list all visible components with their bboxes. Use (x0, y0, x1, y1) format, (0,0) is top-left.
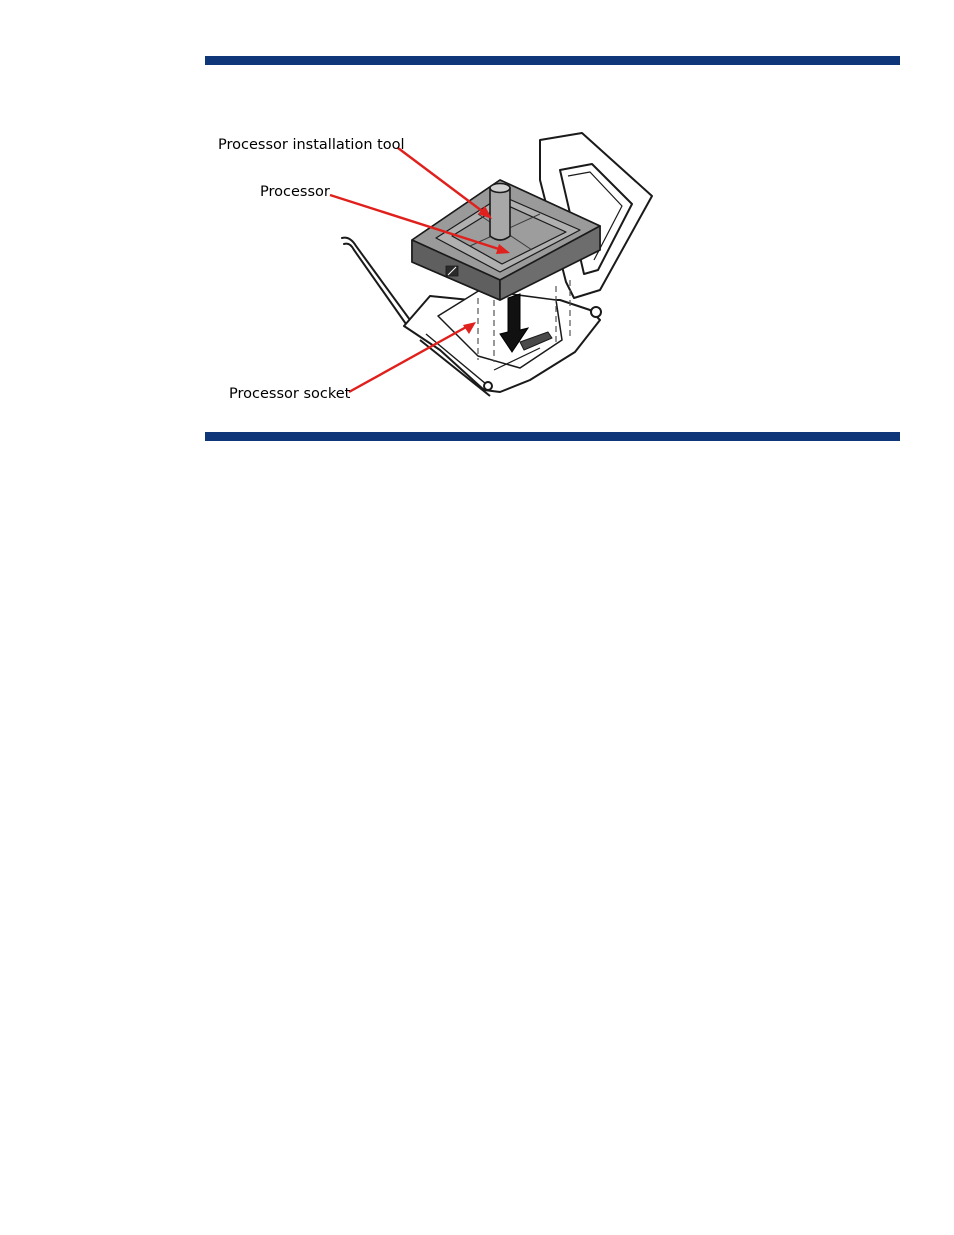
callout-processor-socket: Processor socket (229, 386, 351, 402)
callout-installation-tool: Processor installation tool (218, 137, 405, 153)
installation-tool-handle (490, 184, 510, 241)
callout-processor: Processor (260, 184, 330, 200)
socket-frame (404, 290, 601, 396)
footer-rule (205, 432, 900, 441)
socket-load-lever (342, 238, 420, 332)
